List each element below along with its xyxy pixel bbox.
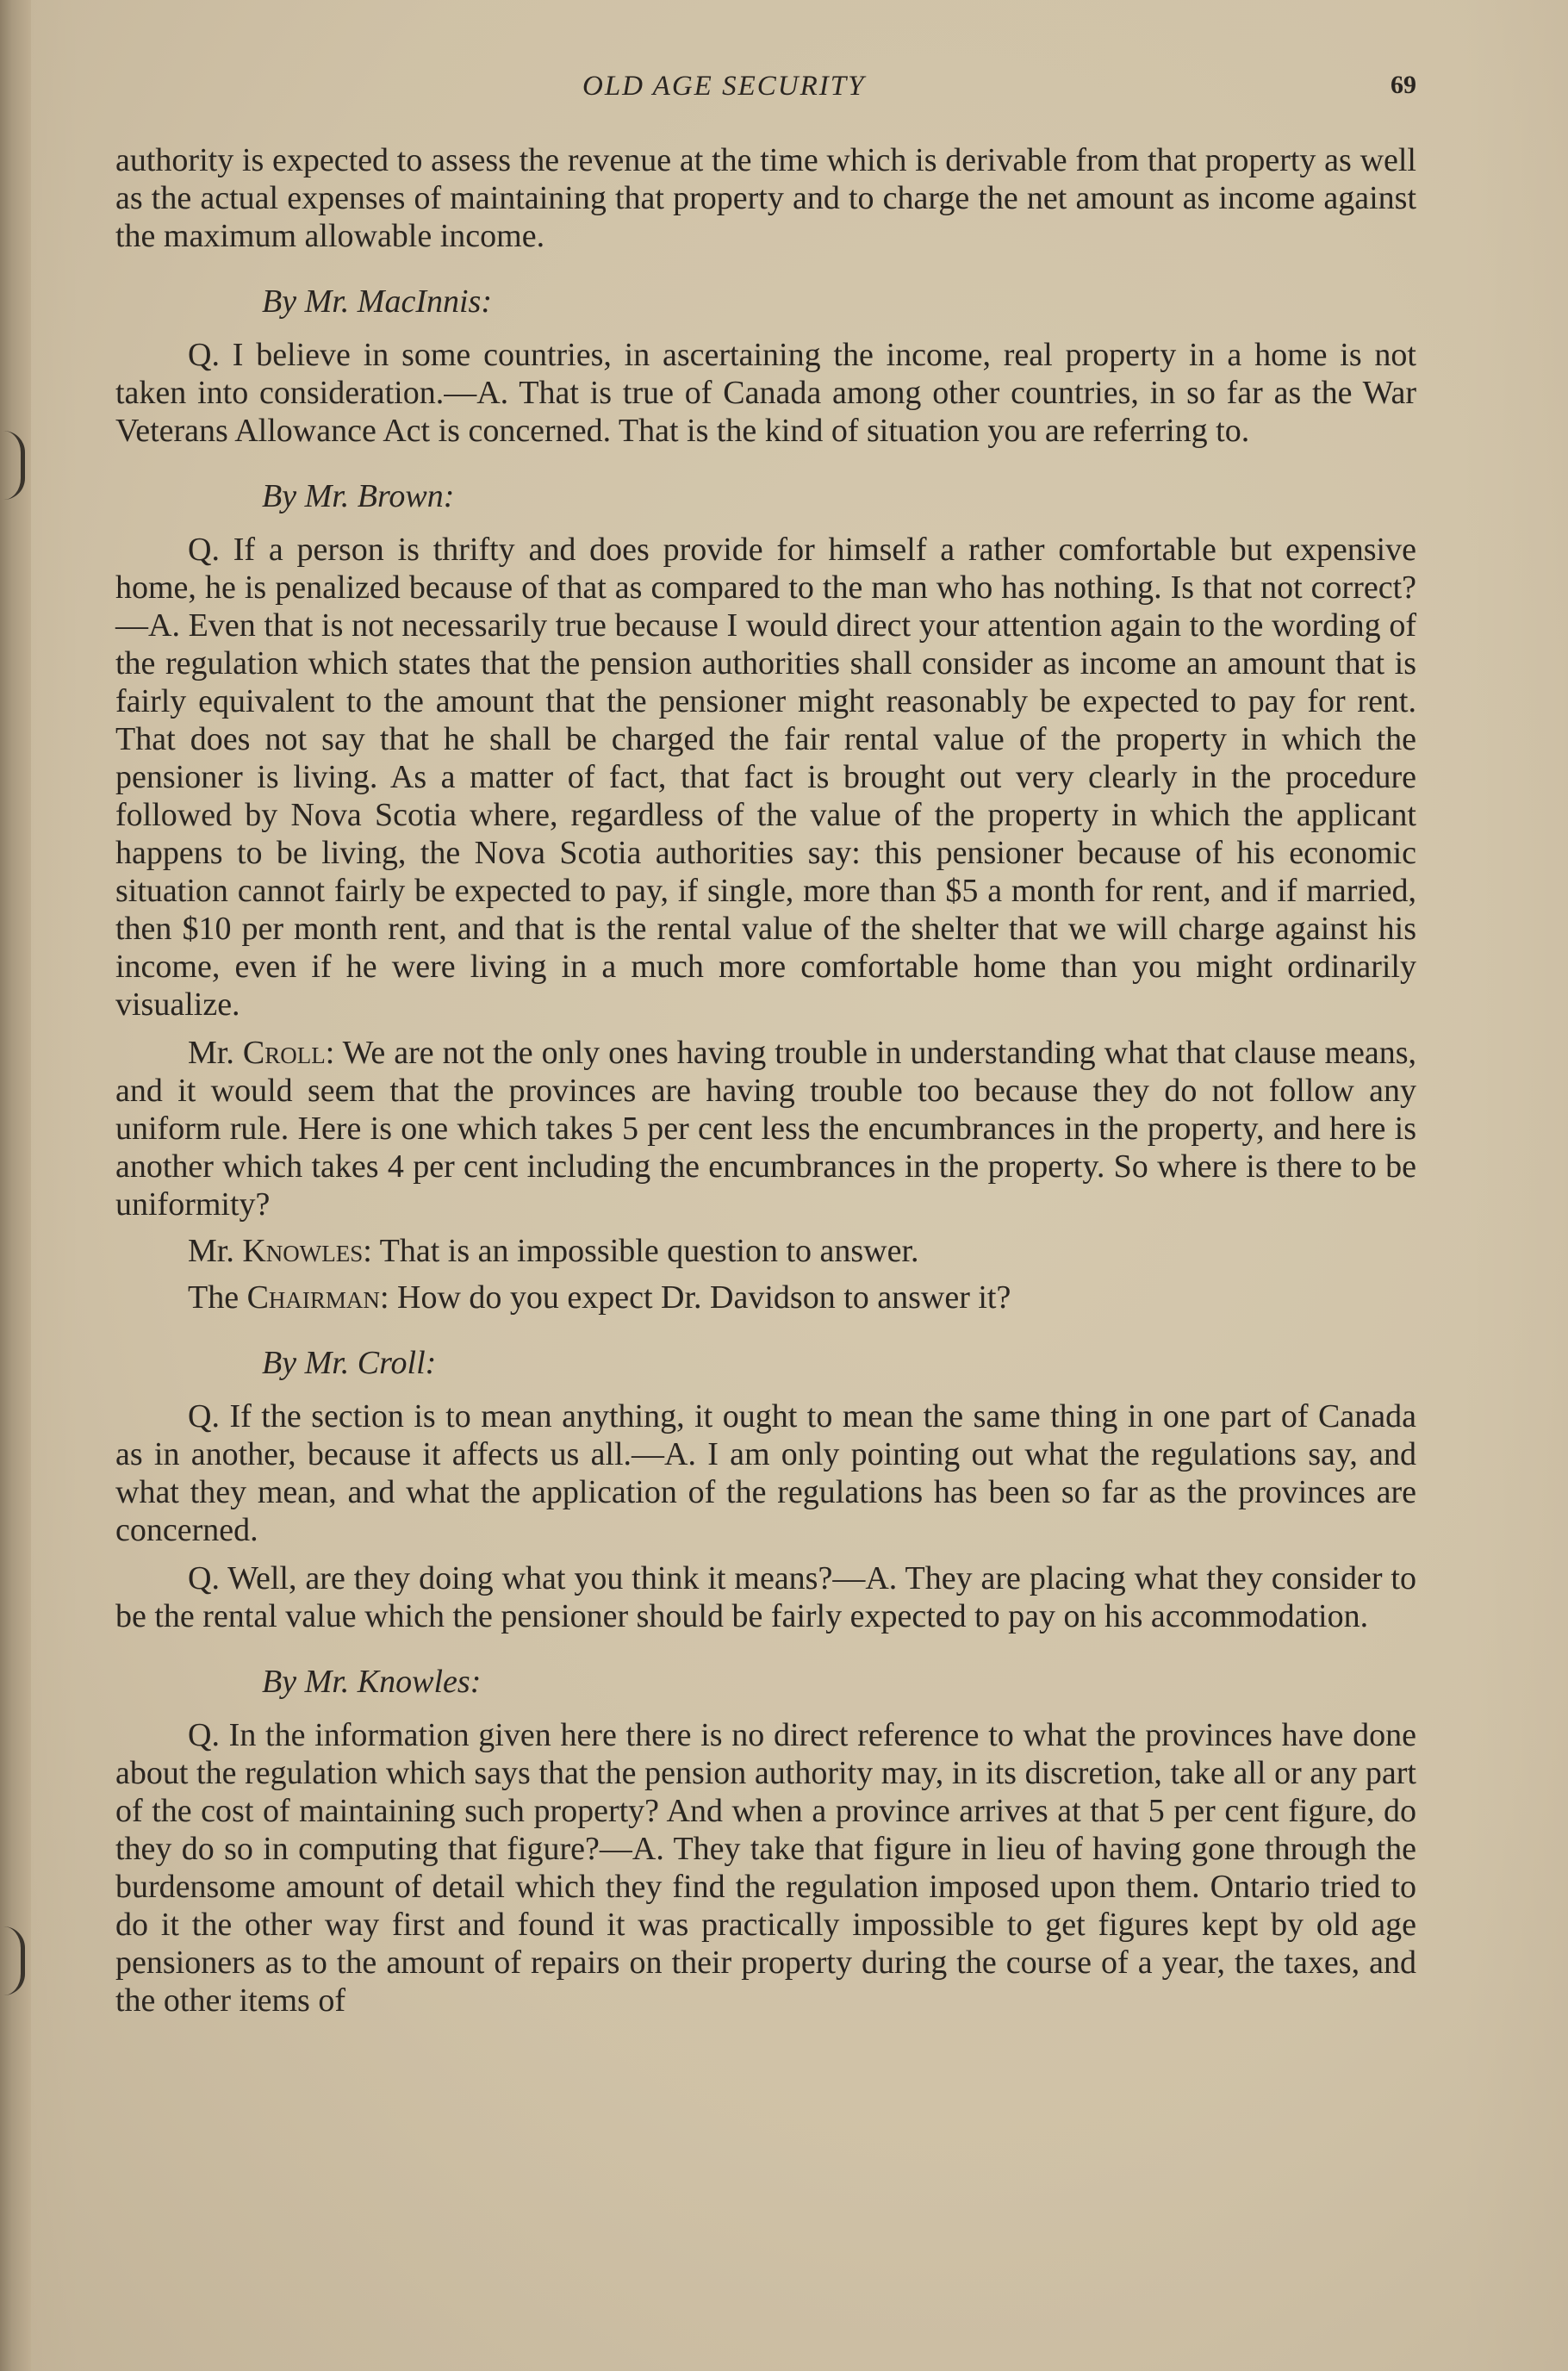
binding-mark-top [3, 431, 25, 500]
question-answer: Q. If a person is thrifty and does provide for himself a rather comfortable but expensive home, he is penalized because of that as compared to the man who has nothing. Is that not correct?—A. Even that is not necessarily true because I would direct your attention again to the wording of the regulation which states that the pension authorities shall consider as income an amount that is fairly equivalent to the amount that the pensioner might reasonably be expected to pay for rent. That does not say that he shall be charged the fair rental value of the property in which the pensioner is living. As a matter of fact, that fact is brought out very clearly in the procedure followed by Nova Scotia where, regardless of the value of the property in which the applicant happens to be living, the Nova Scotia authorities say: this pensioner because of his economic situation cannot fairly be expected to pay, if single, more than $5 a month for rent, and if married, then $10 per month rent, and that is the rental value of the shelter that we will charge against his income, even if he were living in a much more comfortable home than you might ordinarily visualize. [115, 532, 1416, 1023]
document-body [115, 141, 1416, 2030]
speaker-prefix: Mr. [188, 1035, 234, 1071]
speaker-remark: Mr. Knowles: That is an impossible question to answer. [188, 1233, 919, 1269]
speaker-name: Croll [242, 1035, 326, 1071]
page-number: 69 [1391, 71, 1416, 99]
remark-text: We are not the only ones having trouble in understanding what that clause means, and it would seem that the provinces are having trouble too because they do not follow any uniform rule. Here is one which takes 5 per cent less the encumbrances in the property, and here is another which takes 4 per cent including the encumbrances in the property. So where is there to be uniformity? [115, 1035, 1417, 1223]
speaker-heading: By Mr. Knowles: [262, 1664, 482, 1700]
speaker-remark: The Chairman: How do you expect Dr. Davidson to answer it? [188, 1279, 1011, 1316]
running-title: OLD AGE SECURITY [582, 71, 866, 102]
speaker-heading: By Mr. Croll: [262, 1345, 437, 1381]
page-header [0, 71, 1568, 114]
question-answer: Q. I believe in some countries, in ascertaining the income, real property in a home is not taken into consideration.—A. That is true of Canada among other countries, in so far as the War Veterans Allowance Act is concerned. That is the kind of situation you are referring to. [115, 337, 1416, 449]
speaker-heading: By Mr. MacInnis: [262, 283, 492, 320]
speaker-remark: Mr. Croll: We are not the only ones having trouble in understanding what that clause means, and it would seem that the provinces are having trouble too because they do not follow any uniform rule. Here is one which takes 5 per cent less the encumbrances in the property, and here is another which takes 4 per cent including the encumbrances in the property. So where is there to be uniformity? [115, 1035, 1417, 1223]
remark-text: How do you expect Dr. Davidson to answer it? [397, 1279, 1011, 1316]
binding-mark-bottom [3, 1926, 25, 1995]
remark-text: That is an impossible question to answer. [379, 1233, 919, 1269]
speaker-name: Knowles [242, 1233, 364, 1269]
question-answer: Q. Well, are they doing what you think it means?—A. They are placing what they consider to be the rental value which the pensioner should be fairly expected to pay on his accommodation. [115, 1560, 1416, 1634]
speaker-prefix: Mr. [188, 1233, 234, 1269]
speaker-prefix: The [188, 1279, 240, 1316]
question-answer: Q. If the section is to mean anything, it ought to mean the same thing in one part of Canada as in another, because it affects us all.—A. I am only pointing out what the regulations say, and what they mean, and what the application of the regulations has been so far as the provinces are concerned. [115, 1398, 1416, 1548]
speaker-name: Chairman [246, 1279, 380, 1316]
binding-edge [0, 0, 31, 2371]
speaker-heading: By Mr. Brown: [262, 478, 455, 514]
paragraph-continuation: authority is expected to assess the revenue at the time which is derivable from that property as well as the actual expenses of maintaining that property and to charge the net amount as income against the maximum allowable income. [115, 142, 1416, 254]
question-answer: Q. In the information given here there is no direct reference to what the provinces have done about the regulation which says that the pension authority may, in its discretion, take all or any part of the cost of maintaining such property? And when a province arrives at that 5 per cent figure, do they do so in computing that figure?—A. They take that figure in lieu of having gone through the burdensome amount of detail which they find the regulation imposed upon them. Ontario tried to do it the other way first and found it was practically impossible to get figures kept by old age pensioners as to the amount of repairs on their property during the course of a year, the taxes, and the other items of [115, 1717, 1416, 2019]
